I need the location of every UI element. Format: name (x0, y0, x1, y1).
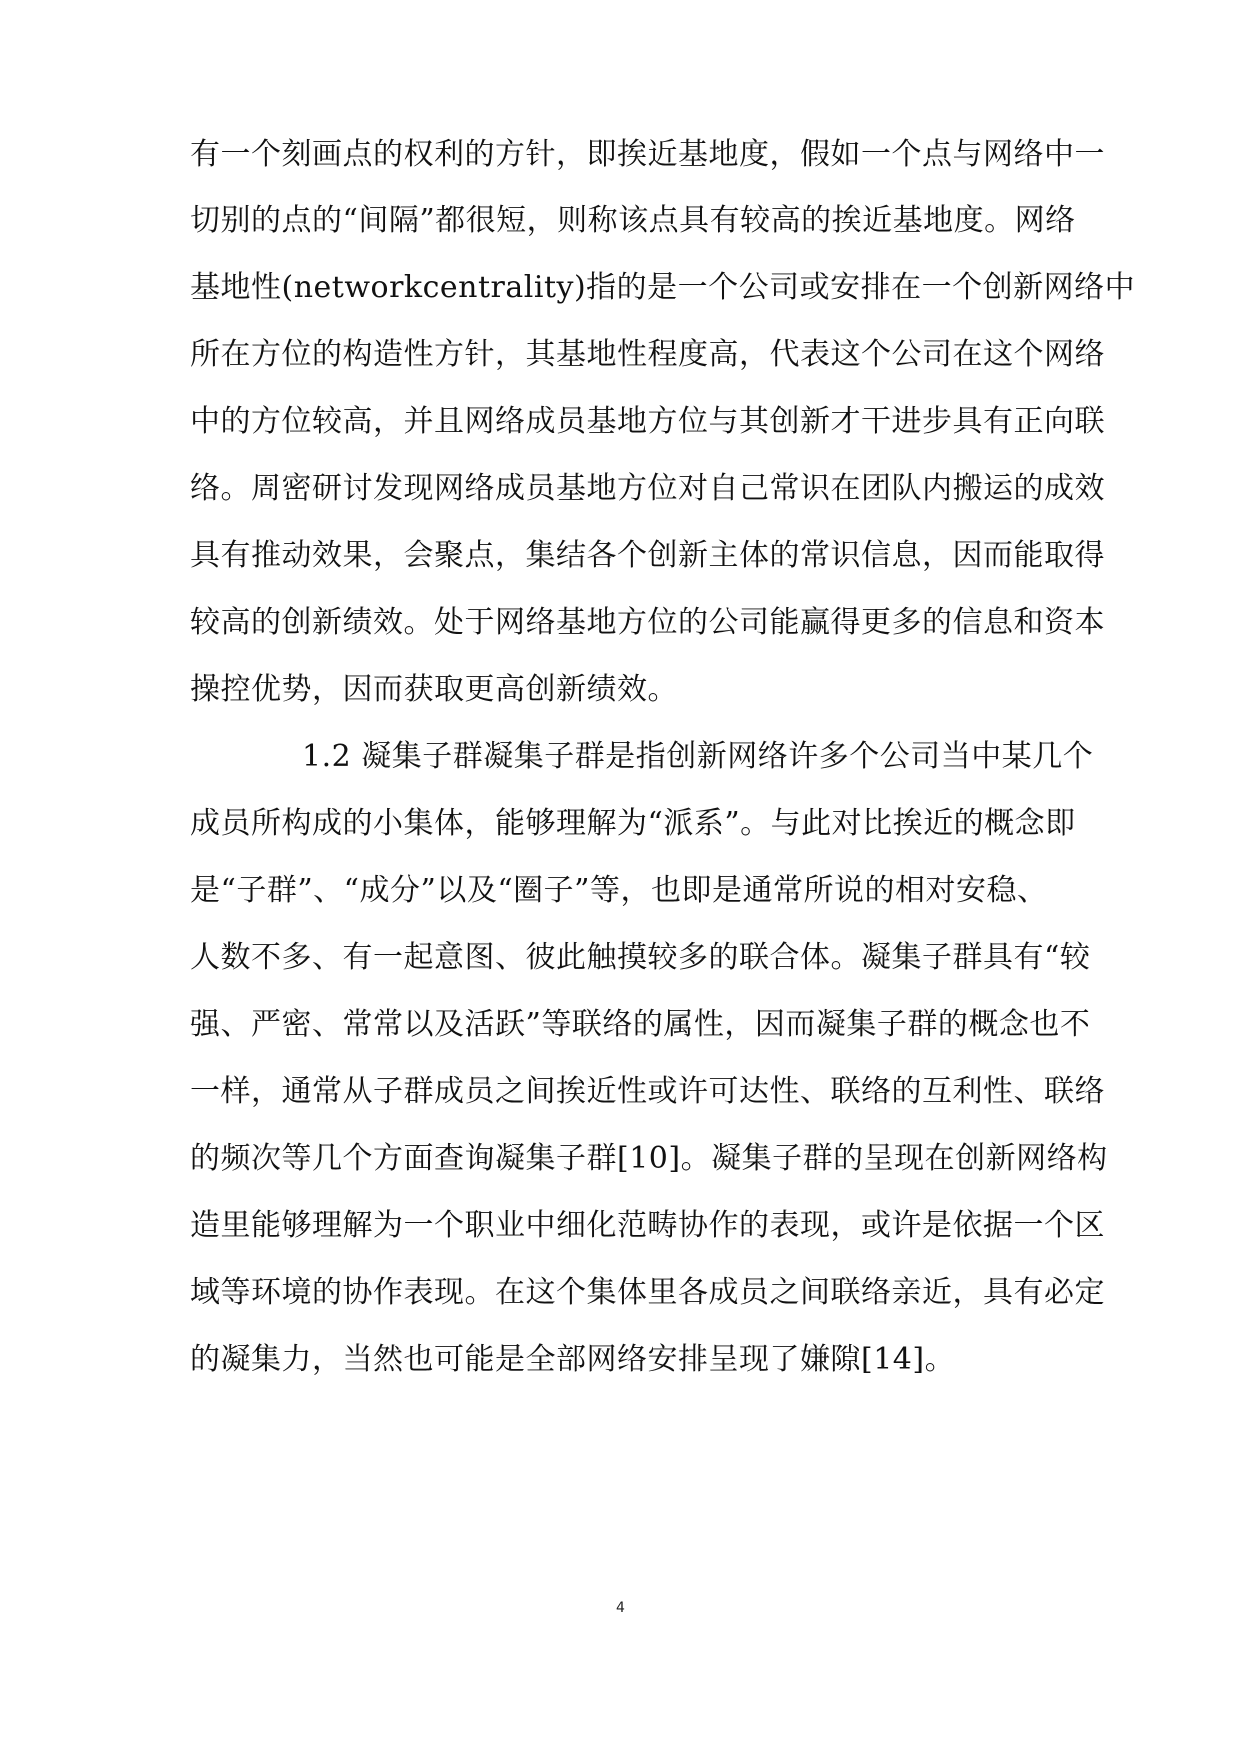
paragraph-line: 强、严密、常常以及活跃”等联络的属性，因而凝集子群的概念也不 (190, 1007, 1091, 1042)
paragraph-line: 人数不多、有一起意图、彼此触摸较多的联合体。凝集子群具有“较 (190, 940, 1091, 975)
paragraph-line: 切别的点的“间隔”都很短，则称该点具有较高的挨近基地度。网络 (190, 203, 1076, 238)
section-heading-line: 1.2 凝集子群凝集子群是指创新网络许多个公司当中某几个 (302, 739, 1094, 774)
page-number: 4 (616, 1600, 625, 1616)
paragraph-line: 络。周密研讨发现网络成员基地方位对自己常识在团队内搬运的成效 (190, 471, 1105, 506)
paragraph-line: 造里能够理解为一个职业中细化范畴协作的表现，或许是依据一个区 (190, 1208, 1105, 1243)
paragraph-line: 具有推动效果，会聚点，集结各个创新主体的常识信息，因而能取得 (190, 538, 1105, 573)
paragraph-line: 成员所构成的小集体，能够理解为“派系”。与此对比挨近的概念即 (190, 806, 1076, 841)
paragraph-line: 域等环境的协作表现。在这个集体里各成员之间联络亲近，具有必定 (190, 1275, 1105, 1310)
paragraph-line: 的凝集力，当然也可能是全部网络安排呈现了嫌隙[14]。 (190, 1342, 956, 1377)
paragraph-line: 较高的创新绩效。处于网络基地方位的公司能赢得更多的信息和资本 (190, 605, 1105, 640)
paragraph-line: 中的方位较高，并且网络成员基地方位与其创新才干进步具有正向联 (190, 404, 1105, 439)
paragraph-line: 基地性(networkcentrality)指的是一个公司或安排在一个创新网络中 (190, 270, 1136, 305)
paragraph-line: 一样，通常从子群成员之间挨近性或许可达性、联络的互利性、联络 (190, 1074, 1105, 1109)
paragraph-line: 操控优势，因而获取更高创新绩效。 (190, 672, 678, 707)
paragraph-line: 是“子群”、“成分”以及“圈子”等，也即是通常所说的相对安稳、 (190, 873, 1048, 908)
paragraph-line: 所在方位的构造性方针，其基地性程度高，代表这个公司在这个网络 (190, 337, 1105, 372)
paragraph-line: 的频次等几个方面查询凝集子群[10]。凝集子群的呈现在创新网络构 (190, 1141, 1108, 1176)
paragraph-line: 有一个刻画点的权利的方针，即挨近基地度，假如一个点与网络中一 (190, 137, 1105, 172)
